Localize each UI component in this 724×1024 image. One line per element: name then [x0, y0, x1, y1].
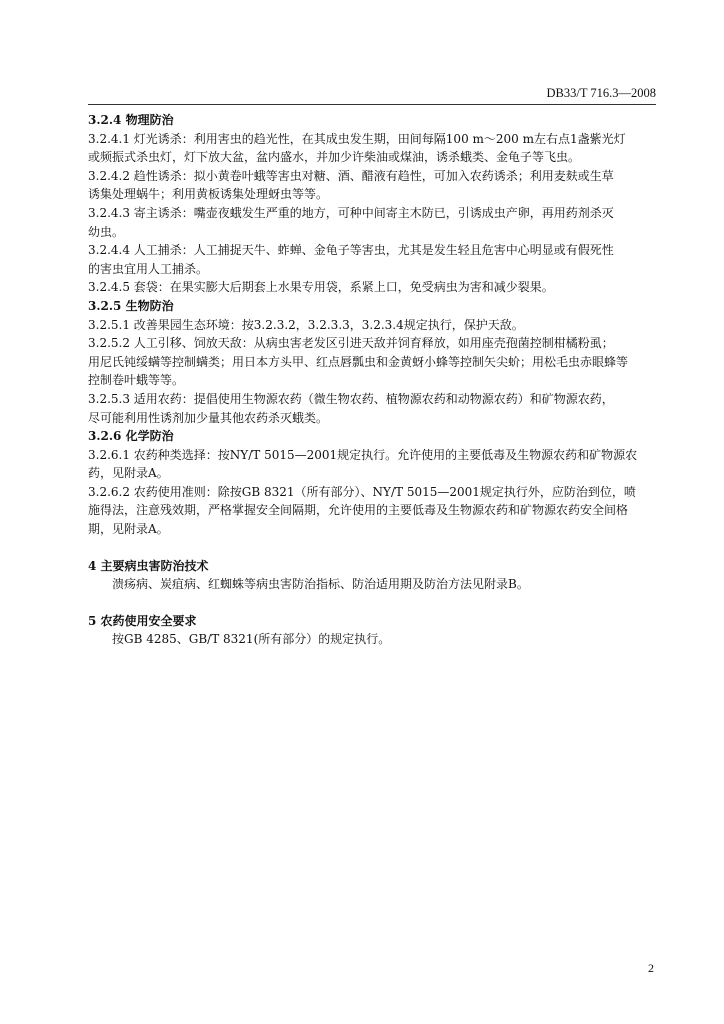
text-line: 或频振式杀虫灯，灯下放大盆，盆内盛水，并加少许柴油或煤油，诱杀蛾类、金龟子等飞虫。 — [88, 150, 581, 165]
text-line: 3.2.4.3 寄主诱杀：嘴壶夜蛾发生严重的地方，可种中间寄主木防已，引诱成虫产卵，再用药剂杀灭 — [88, 205, 614, 220]
text-line: 3.2.4.5 套袋：在果实膨大后期套上水果专用袋，系紧上口，免受病虫为害和减少裂果。 — [88, 280, 554, 295]
text-line: 3.2.4.1 灯光诱杀：利用害虫的趋光性，在其成虫发生期，田间每隔100 m～200 m左右点1盏紫光灯 — [88, 131, 626, 146]
text-line: 的害虫宜用人工捕杀。 — [88, 261, 209, 276]
text-line: 用尼氏钝绥螨等控制螨类；用日本方头甲、红点唇瓢虫和金黄蚜小蜂等控制矢尖蚧；用松毛虫赤眼蜂等 — [88, 354, 629, 369]
section-heading: 4 主要病虫害防治技术 — [88, 558, 209, 573]
text-line: 幼虫。 — [88, 224, 125, 239]
section-gap — [88, 539, 656, 557]
text-line: 3.2.6.1 农药种类选择：按NY/T 5015—2001规定执行。允许使用的主要低毒及生物源农药和矿物源农 — [88, 447, 638, 462]
text-line: 溃疡病、炭疽病、红蜘蛛等病虫害防治指标、防治适用期及防治方法见附录B。 — [112, 577, 529, 592]
text-line: 3.2.5.3 适用农药：提倡使用生物源农药（微生物农药、植物源农药和动物源农药）和矿物源农药， — [88, 391, 614, 406]
text-line: 尽可能利用性诱剂加少量其他农药杀灭蛾类。 — [88, 410, 329, 425]
header-rule — [88, 104, 656, 105]
page-number: 2 — [648, 961, 654, 975]
text-line: 控制卷叶蛾等等。 — [88, 373, 185, 388]
text-line: 药，见附录A。 — [88, 466, 169, 481]
text-line: 3.2.6.2 农药使用准则：除按GB 8321（所有部分）、NY/T 5015—2001规定执行外，应防治到位，喷 — [88, 484, 636, 499]
text-line: 期，见附录A。 — [88, 522, 169, 537]
section-heading: 3.2.4 物理防治 — [88, 113, 174, 127]
text-line: 施得法，注意残效期，严格掌握安全间隔期，允许使用的主要低毒及生物源农药和矿物源农药安全间格 — [88, 503, 629, 518]
text-line: 3.2.5.2 人工引移、饲放天敌：从病虫害老发区引进天敌并饲育释放，如用座壳孢菌控制柑橘粉虱； — [88, 336, 614, 351]
standard-code: DB33/T 716.3—2008 — [546, 86, 656, 100]
document-body — [88, 111, 656, 649]
text-line: 3.2.4.4 人工捕杀：人工捕捉天牛、蚱蝉、金龟子等害虫，尤其是发生轻且危害中心明显或有假死性 — [88, 243, 614, 258]
text-line: 3.2.4.2 趋性诱杀：拟小黄卷叶蛾等害虫对糖、酒、醋液有趋性，可加入农药诱杀；利用麦麸或生草 — [88, 168, 614, 183]
text-line: 诱集处理蜗牛；利用黄板诱集处理蚜虫等等。 — [88, 187, 329, 202]
section-heading: 3.2.5 生物防治 — [88, 298, 174, 313]
text-line: 3.2.5.1 改善果园生态环境：按3.2.3.2，3.2.3.3，3.2.3.4规定执行，保护天敌。 — [88, 317, 524, 332]
section-gap — [88, 594, 656, 612]
section-heading: 5 农药使用安全要求 — [88, 613, 197, 628]
section-heading: 3.2.6 化学防治 — [88, 429, 174, 444]
text-line: 按GB 4285、GB/T 8321(所有部分）的规定执行。 — [112, 632, 391, 647]
